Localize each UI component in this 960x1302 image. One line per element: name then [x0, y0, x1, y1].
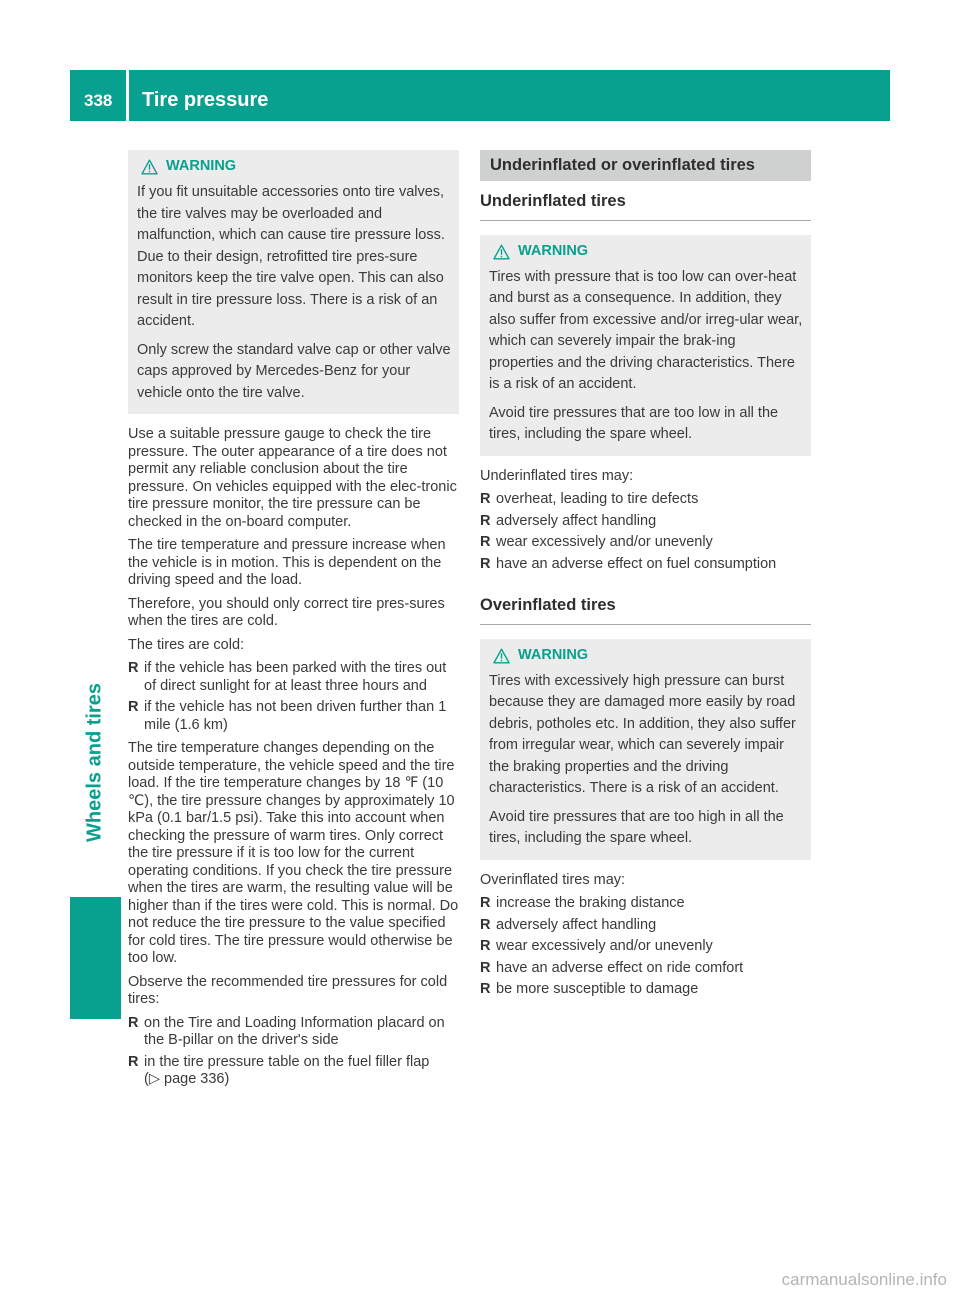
warning-triangle-icon	[493, 648, 510, 664]
page-header	[70, 70, 890, 121]
bullet-icon: R	[128, 699, 139, 715]
left-column	[128, 150, 459, 1095]
list-item: R have an adverse effect on ride comfort	[480, 959, 744, 976]
warning-text: Avoid tire pressures that are too low in all the tires, including the spare wheel.	[489, 404, 779, 442]
warning-text: Tires with excessively high pressure can burst because they are damaged more easily by road debris, potholes etc. In addition, they also suffer from irregular wear, which can severely impair the braking properties and the driving characteristics. There is a risk of an accident.	[489, 672, 796, 796]
pressure-location-list	[128, 1015, 459, 1089]
header-divider	[126, 70, 129, 121]
subsection-title-overinflated: Overinflated tires	[480, 593, 811, 625]
list-item: R have an adverse effect on fuel consumption	[480, 555, 777, 572]
warning-heading: WARNING	[518, 242, 589, 259]
paragraph: Use a suitable pressure gauge to check the tire pressure. The outer appearance of a tire does not permit any reliable conclusion about the tire pressure. On vehicles equipped with the elec-tronic tire pressure monitor, the tire pressure can be checked in the on-board computer.	[128, 426, 457, 530]
list-item: R be more susceptible to damage	[480, 981, 699, 997]
right-column	[480, 150, 811, 1005]
list-item: R overheat, leading to tire defects	[480, 491, 699, 507]
chapter-side-tab	[70, 137, 121, 897]
bullet-icon: R	[128, 1053, 139, 1070]
list-item: R in the tire pressure table on the fuel filler flap (▷ page 336)	[128, 1053, 430, 1087]
warning-text: Only screw the standard valve cap or other valve caps approved by Mercedes-Benz for your vehicle onto the tire valve.	[137, 341, 451, 401]
cold-conditions-list	[128, 660, 459, 734]
watermark: carmanualsonline.info	[781, 1270, 947, 1289]
paragraph: Therefore, you should only correct tire pres-sures when the tires are cold.	[128, 595, 445, 629]
bullet-icon: R	[128, 660, 139, 676]
list-item: R adversely affect handling	[480, 512, 657, 529]
warning-box-overinflated	[480, 639, 811, 860]
list-item: R wear excessively and/or unevenly	[480, 534, 713, 550]
overinflated-effects-list	[480, 895, 811, 999]
section-title: Underinflated or overinflated tires	[480, 150, 811, 181]
bullet-icon: R	[480, 895, 491, 911]
paragraph: The tire temperature changes depending on the outside temperature, the vehicle speed and the tire load. If the tire temperature changes by 18 ℉ (10 ℃), the tire pressure changes by approximately 10 kPa (0.1 bar/1.5 psi). Take this into account when checking the pressure of warm tires. Only correct the tire pressure if it is too low for the current operating conditions. If you check the tire pressure when the tires are warm, the resulting value will be higher than if the tires were cold. This is normal. Do not reduce the tire pressure to the value specified for cold tires. The tire pressure would otherwise be too low.	[128, 740, 459, 966]
warning-box-underinflated	[480, 235, 811, 456]
warning-triangle-icon	[493, 244, 510, 260]
paragraph: The tires are cold:	[128, 636, 245, 653]
warning-heading: WARNING	[518, 646, 589, 663]
page-number: 338	[84, 91, 113, 110]
warning-text: Avoid tire pressures that are too high in all the tires, including the spare wheel.	[489, 808, 784, 846]
warning-triangle-icon	[141, 159, 158, 175]
list-item: R adversely affect handling	[480, 916, 657, 933]
warning-box-valves	[128, 150, 459, 414]
list-item: R on the Tire and Loading Information placard on the B-pillar on the driver's side	[128, 1014, 445, 1048]
subsection-title-underinflated: Underinflated tires	[480, 189, 811, 221]
warning-text: If you fit unsuitable accessories onto tire valves, the tire valves may be overloaded and malfunction, which can cause tire pressure loss. Due to their design, retrofitted tire pres-sure monitors keep the tire valve open. This can also result in tire pressure loss. There is a risk of an accident.	[137, 184, 445, 329]
paragraph: Underinflated tires may:	[480, 467, 634, 484]
bullet-icon: R	[128, 1014, 139, 1031]
paragraph: The tire temperature and pressure increase when the vehicle is in motion. This is dependent on the driving speed and the load.	[128, 537, 446, 588]
paragraph: Overinflated tires may:	[480, 871, 626, 888]
bullet-icon: R	[480, 959, 491, 976]
bullet-icon: R	[480, 938, 491, 954]
page-title: Tire pressure	[142, 89, 269, 111]
underinflated-effects-list	[480, 491, 811, 573]
chapter-label: Wheels and tires	[83, 683, 106, 842]
warning-heading: WARNING	[166, 158, 237, 175]
list-item: R increase the braking distance	[480, 895, 685, 911]
chapter-marker-block	[70, 897, 121, 1019]
list-item: R if the vehicle has been parked with the tires out of direct sunlight for at least three hours and	[128, 660, 447, 694]
bullet-icon: R	[480, 534, 491, 550]
bullet-icon: R	[480, 512, 491, 529]
list-item: R if the vehicle has not been driven further than 1 mile (1.6 km)	[128, 699, 447, 733]
bullet-icon: R	[480, 555, 491, 572]
bullet-icon: R	[480, 981, 491, 997]
bullet-icon: R	[480, 916, 491, 933]
paragraph: Observe the recommended tire pressures for cold tires:	[128, 973, 448, 1007]
page-reference-link[interactable]: (▷ page 336)	[144, 1071, 230, 1087]
list-item: R wear excessively and/or unevenly	[480, 938, 713, 954]
bullet-icon: R	[480, 491, 491, 507]
warning-text: Tires with pressure that is too low can over-heat and burst as a consequence. In addition, they also suffer from excessive and/or irreg-ular wear, which can severely impair the brak-ing properties and the driving characteristics. There is a risk of an accident.	[489, 268, 803, 392]
